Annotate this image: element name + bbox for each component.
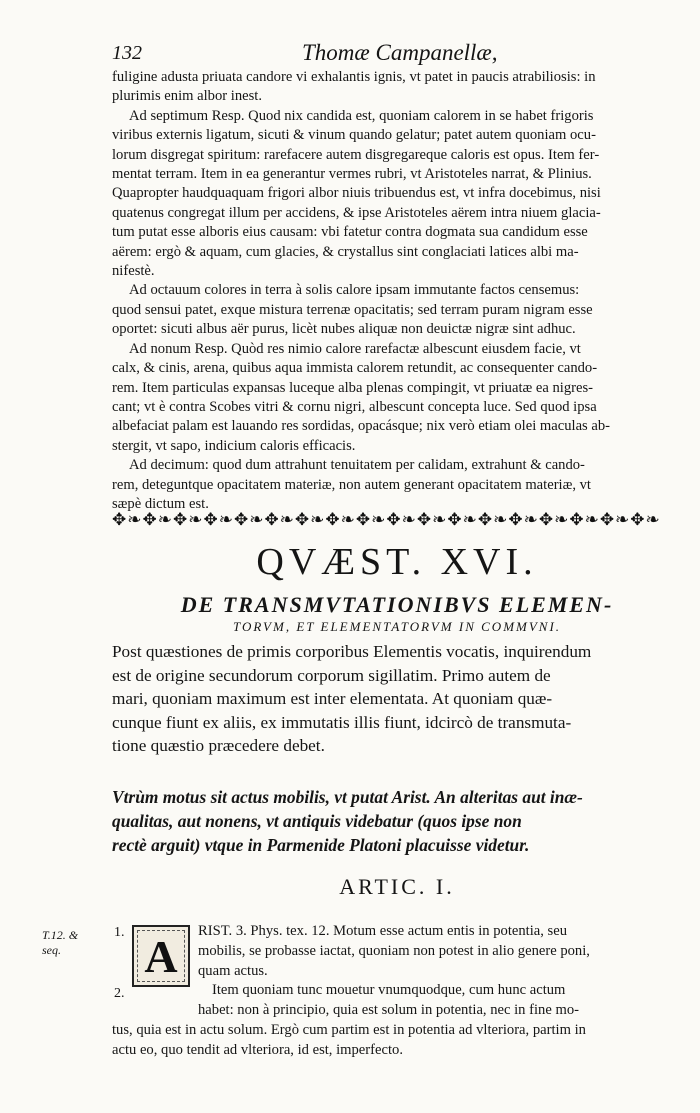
margin-note-line: T.12. & [42,928,79,942]
question-subtitle-continued: TORVM, ET ELEMENTATORVM IN COMMVNI. [232,619,562,634]
text-line: tione quæstio præcedere debet. [112,736,325,755]
question-title: QVÆST. XVI. [256,541,538,583]
text-line: Vtrùm motus sit actus mobilis, vt putat Arist. An alteritas aut inæ- [112,787,583,807]
article-question [112,785,682,857]
text-line: rem, deteguntque opacitatem materiæ, non autem generant opacitatem materiæ, vt [112,476,591,493]
article-title: ARTIC. I. [339,874,455,899]
text-line: Post quæstiones de primis corporibus Elementis vocatis, inquirendum [112,642,592,661]
text-line: Ad decimum: quod dum attrahunt tenuitatem per calidam, extrahunt & cando- [129,457,585,474]
text-line: mobilis, se probasse iactat, quoniam non potest in alio genere poni, [198,942,590,959]
text-line: rem. Item particulas expansas luceque alba plenas compingit, vt priuatæ ea nigres- [112,379,594,396]
decorated-initial: A [132,925,190,987]
text-line: lorum disgregat spiritum: rarefacere autem disgregareque caloris est opus. Item fer- [112,146,600,163]
text-line: rectè arguit) vtque in Parmenide Platoni placuisse videtur. [112,835,530,855]
text-line: nifestè. [112,263,155,280]
text-line: fuligine adusta priuata candore vi exhalantis ignis, vt patet in paucis atrabiliosis: in [112,69,596,85]
text-line: Quapropter haudquaquam frigori albor niuis tribuendus est, vt infra docebimus, nisi [112,185,601,202]
text-line: stergit, vt sapo, indicium caloris efficacis. [112,437,356,454]
page-header [112,36,672,66]
text-line: quatenus congregat illum per accidens, & ipse Aristoteles aërem intra niuem glacia- [112,204,601,221]
page-number: 132 [112,42,142,64]
text-line: RIST. 3. Phys. tex. 12. Motum esse actum entis in potentia, seu [198,923,567,939]
text-line: tus, quia est in actu solum. Ergò cum partim est in potentia ad vlteriora, partim in [112,1022,586,1038]
text-line: calx, & cinis, arena, quibus aqua immista calorem retundit, ac consequenter cando- [112,360,598,377]
ornament-border: ✥❧✥❧✥❧✥❧✥❧✥❧✥❧✥❧✥❧✥❧✥❧✥❧✥❧✥❧✥❧✥❧✥❧✥❧ [112,510,661,529]
text-line: habet: non à principio, quia est solum in potentia, nec in fine mo- [198,1002,579,1019]
text-line: aërem: ergò & aquam, cum glacies, & crystallus sint conglaciati latices albi ma- [112,243,579,260]
margin-note-line: seq. [42,943,61,957]
text-line: actu eo, quo tendit ad vlteriora, id est, imperfecto. [112,1041,403,1058]
item-number: 1. [114,925,125,940]
text-line: albefaciat palam est lauando res sordidas, opacásque; nix verò etiam olei maculas ab- [112,418,611,435]
text-line: mari, quoniam maximum est inter elementata. At quoniam quæ- [112,689,553,708]
running-title: Thomæ Campanellæ, [302,40,498,65]
item-number: 2. [114,986,125,1001]
text-line: qualitas, aut nonens, vt antiquis videbatur (quos ipse non [112,811,522,831]
text-line: sæpè dictum est. [112,495,209,512]
text-line: quod sensui patet, exque mistura terrenæ opacitatis; sed terram puram nigram esse [112,301,593,318]
text-line: Ad septimum Resp. Quod nix candida est, quoniam calorem in se habet frigoris [129,107,594,124]
text-line: Ad nonum Resp. Quòd res nimio calore rarefactæ albescunt eiusdem facie, vt [129,340,581,357]
text-line: tum putat esse alboris eius causam: vbi fatetur contra dogmata sua candidum esse [112,224,588,241]
text-line: cunque fiunt ex aliis, ex immutatis illis fiunt, idcircò de transmuta- [112,712,572,732]
text-line: viribus externis ligatum, sicuti & vinum quando gelatur; patet autem quoniam ocu- [112,127,596,144]
top-text-block [112,68,682,514]
intro-paragraph [112,640,682,758]
text-line: plurimis enim albor inest. [112,88,262,105]
text-line: est de origine secundorum corporum sigillatim. Primo autem de [112,665,551,685]
margin-note [42,928,102,958]
question-subtitle: DE TRANSMVTATIONIBVS ELEMEN- [180,592,614,617]
text-line: Ad octauum colores in terra à solis calore ipsam immutante factos censemus: [129,282,580,299]
text-line: quam actus. [198,962,268,979]
text-line: oportet: sicuti albus aër purus, licèt nubes aliquæ non deuictæ nigræ sint adhuc. [112,321,576,338]
text-line: cant; vt è contra Scobes vitri & cornu nigri, albescunt concepta luce. Sed quod ipsa [112,398,597,415]
article-text-full [112,1021,682,1061]
article-text-narrow [198,922,682,1021]
text-line: Item quoniam tunc mouetur vnumquodque, cum hunc actum [212,982,566,999]
text-line: mentat terram. Item in ea generantur vermes rubri, vt Aristoteles narrat, & Plinius. [112,166,592,183]
